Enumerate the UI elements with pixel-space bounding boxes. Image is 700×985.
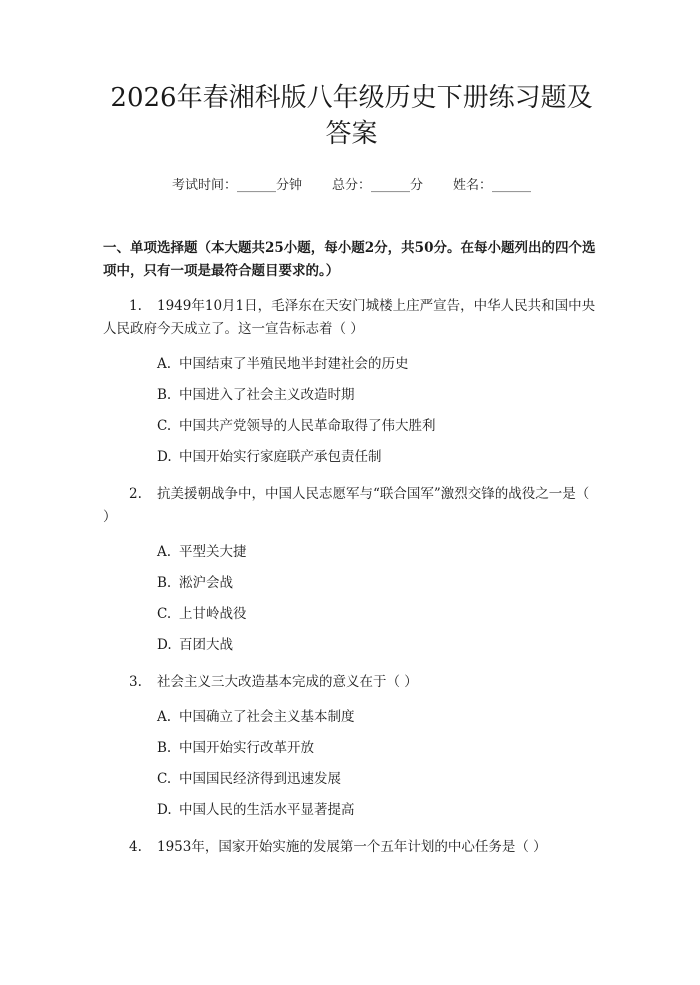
question-1-options bbox=[103, 349, 600, 473]
option-label: C. bbox=[157, 771, 172, 787]
option-text: 淞沪会战 bbox=[179, 575, 233, 591]
question-1 bbox=[103, 295, 600, 341]
option-text: 平型关大捷 bbox=[179, 544, 247, 560]
option-text: 中国共产党领导的人民革命取得了伟大胜利 bbox=[179, 418, 436, 434]
option-d[interactable] bbox=[103, 630, 600, 661]
option-text: 中国开始实行家庭联产承包责任制 bbox=[179, 449, 382, 465]
option-b[interactable] bbox=[103, 568, 600, 599]
option-a[interactable] bbox=[103, 537, 600, 568]
question-text: 抗美援朝战争中，中国人民志愿军与“联合国军”激烈交锋的战役之一是（ ） bbox=[103, 486, 590, 525]
question-4 bbox=[103, 836, 600, 859]
option-a[interactable] bbox=[103, 702, 600, 733]
option-d[interactable] bbox=[103, 442, 600, 473]
option-label: C. bbox=[157, 418, 172, 434]
exam-info bbox=[103, 174, 600, 193]
question-3 bbox=[103, 671, 600, 694]
option-label: B. bbox=[157, 740, 172, 756]
option-b[interactable] bbox=[103, 733, 600, 764]
page-title: 2026年春湘科版八年级历史下册练习题及答案 bbox=[110, 83, 593, 149]
option-text: 中国进入了社会主义改造时期 bbox=[179, 387, 355, 403]
option-label: D. bbox=[157, 802, 172, 818]
option-c[interactable] bbox=[103, 764, 600, 795]
option-text: 中国开始实行改革开放 bbox=[179, 740, 314, 756]
document-page bbox=[0, 80, 700, 985]
option-d[interactable] bbox=[103, 795, 600, 826]
option-text: 中国人民的生活水平显著提高 bbox=[179, 802, 355, 818]
option-label: D. bbox=[157, 449, 172, 465]
question-number: 3. bbox=[129, 674, 142, 690]
option-text: 中国国民经济得到迅速发展 bbox=[179, 771, 341, 787]
option-b[interactable] bbox=[103, 380, 600, 411]
option-c[interactable] bbox=[103, 599, 600, 630]
option-text: 中国确立了社会主义基本制度 bbox=[179, 709, 355, 725]
student-name: 姓名：______ bbox=[453, 178, 532, 193]
option-text: 中国结束了半殖民地半封建社会的历史 bbox=[179, 356, 409, 372]
question-text: 社会主义三大改造基本完成的意义在于（ ） bbox=[157, 674, 418, 690]
question-2-options bbox=[103, 537, 600, 661]
question-text: 1949年10月1日，毛泽东在天安门城楼上庄严宣告，中华人民共和国中央人民政府今天成立了。这一宣告标志着（ ） bbox=[103, 298, 596, 337]
option-label: A. bbox=[157, 544, 172, 560]
option-label: A. bbox=[157, 356, 172, 372]
option-label: B. bbox=[157, 575, 172, 591]
option-label: A. bbox=[157, 709, 172, 725]
option-text: 百团大战 bbox=[179, 637, 233, 653]
question-2 bbox=[103, 483, 600, 529]
exam-time: 考试时间：______分钟 bbox=[171, 178, 302, 193]
option-text: 上甘岭战役 bbox=[179, 606, 247, 622]
section-heading: 一、单项选择题（本大题共25小题，每小题2分，共50分。在每小题列出的四个选项中，只有一项是最符合题目要求的。） bbox=[103, 240, 596, 279]
option-label: C. bbox=[157, 606, 172, 622]
total-score: 总分：______分 bbox=[331, 178, 423, 193]
option-a[interactable] bbox=[103, 349, 600, 380]
question-text: 1953年，国家开始实施的发展第一个五年计划的中心任务是（ ） bbox=[157, 839, 547, 855]
option-label: B. bbox=[157, 387, 172, 403]
question-number: 4. bbox=[129, 839, 142, 855]
question-3-options bbox=[103, 702, 600, 826]
question-number: 2. bbox=[129, 486, 142, 502]
option-label: D. bbox=[157, 637, 172, 653]
question-number: 1. bbox=[129, 298, 142, 314]
option-c[interactable] bbox=[103, 411, 600, 442]
